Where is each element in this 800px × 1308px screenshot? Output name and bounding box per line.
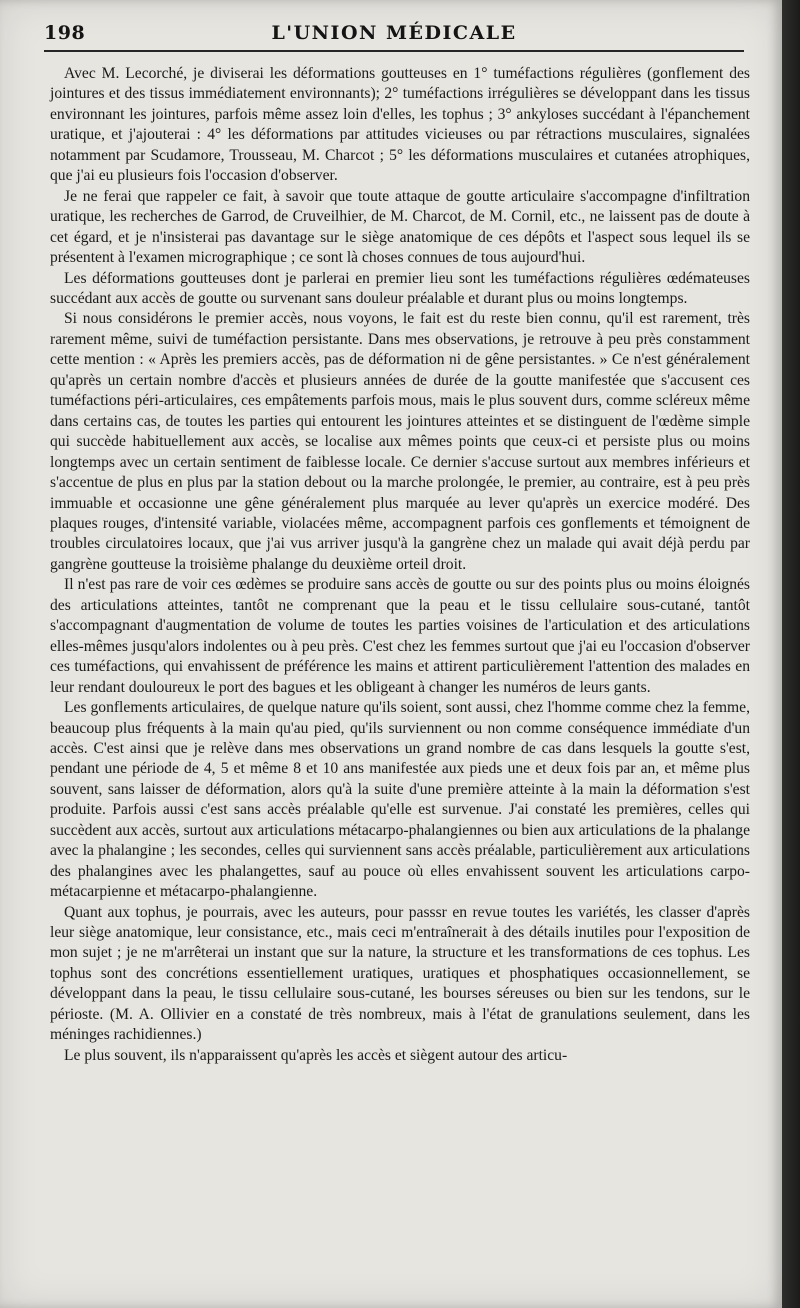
page-number: 198: [44, 22, 86, 44]
article-body: [50, 64, 750, 1066]
paragraph: Je ne ferai que rappeler ce fait, à savoir que toute attaque de goutte articulaire s'accompagne d'infiltration uratique, les recherches de Garrod, de Cruveilhier, de M. Charcot, de M. Cornil, etc., ne laissent pas de doute à cet égard, et je n'insisterai pas davantage sur le siège anatomique de ces dépôts et l'aspect sous lequel ils se présentent à l'examen micrographique ; ce sont là choses connues de tous aujourd'hui.: [50, 187, 750, 267]
running-title: L'UNION MÉDICALE: [271, 22, 517, 44]
page-header: [44, 20, 744, 50]
book-gutter-edge: [782, 0, 800, 1308]
paragraph: Les gonflements articulaires, de quelque nature qu'ils soient, sont aussi, chez l'homme comme chez la femme, beaucoup plus fréquents à la main qu'au pied, qu'ils surviennent ou non comme conséquence immédiate d'un accès. C'est ainsi que je relève dans mes observations un grand nombre de cas dans lesquels la goutte s'est, pendant une période de 4, 5 et même 8 et 10 ans manifestée aux pieds une et deux fois par an, et même plus souvent, sans laisser de déformation, alors qu'à la suite d'une première atteinte à la main la déformation s'est produite. Parfois aussi c'est sans accès préalable qu'elle est survenue. J'ai constaté les premières, celles qui succèdent aux accès, surtout aux articulations métacarpo-phalangiennes ou bien aux articulations de la phalange avec la phalangine ; les secondes, celles qui surviennent sans accès préalable, particulièrement aux articulations des phalangines avec les phalangettes, sauf au pouce où elles envahissent souvent les articulations carpo-métacarpienne et métacarpo-phalangienne.: [50, 699, 750, 901]
paragraph: Il n'est pas rare de voir ces œdèmes se produire sans accès de goutte ou sur des points plus ou moins éloignés des articulations atteintes, tantôt ne comprenant que la peau et le tissu cellulaire sous-cutané, tantôt s'accompagnant d'augmentation de volume de toutes les parties voisines de l'articulation et des articulations elles-mêmes jusqu'alors indolentes ou à peu près. C'est chez les femmes surtout que j'ai eu l'occasion d'observer ces tuméfactions, qui envahissent de préférence les mains et attirent particulièrement l'attention des malades en leur rendant douloureux le port des bagues et les obligeant à changer les numéros de leurs gants.: [50, 576, 750, 696]
paragraph: Avec M. Lecorché, je diviserai les déformations goutteuses en 1° tuméfactions régulières (gonflement des jointures et des tissus immédiatement environnants); 2° tuméfactions irrégulières se développant dans les tissus environnant les jointures, parfois même assez loin d'elles, les tophus ; 3° ankyloses succédant à l'épanchement uratique, et j'ajouterai : 4° les déformations par attitudes vicieuses ou par rétractions musculaires, signalées notamment par Scudamore, Trousseau, M. Charcot ; 5° les déformations musculaires et cutanées atrophiques, que j'ai eu plusieurs fois l'occasion d'observer.: [50, 65, 750, 185]
paragraph: Les déformations goutteuses dont je parlerai en premier lieu sont les tuméfactions régulières œdémateuses succédant aux accès de goutte ou survenant sans douleur préalable et durant plus ou moins longtemps.: [50, 269, 750, 307]
paragraph: Quant aux tophus, je pourrais, avec les auteurs, pour passsr en revue toutes les variétés, les classer d'après leur siège anatomique, leur consistance, etc., mais ceci m'entraînerait à des détails inutiles pour l'exposition de mon sujet ; je ne m'arrêterai un instant que sur la nature, la structure et les transformations de ces tophus. Les tophus sont des concrétions essentiellement uratiques, uratiques et phosphatiques occasionnellement, se développant dans la peau, le tissu cellulaire sous-cutané, les bourses séreuses ou bien sur les tendons, sur le périoste. (M. A. Ollivier en a constaté de très nombreux, mais à l'état de granulations seulement, dans les méninges rachidiennes.): [50, 903, 750, 1044]
header-rule: [44, 50, 744, 52]
paragraph: Le plus souvent, ils n'apparaissent qu'après les accès et siègent autour des articu-: [64, 1046, 568, 1064]
paragraph: Si nous considérons le premier accès, nous voyons, le fait est du reste bien connu, qu'il est rarement, très rarement même, suivi de tuméfaction persistante. Dans mes observations, je retrouve à peu près constamment cette mention : « Après les premiers accès, pas de déformation ni de gêne persistantes. » Ce n'est généralement qu'après un certain nombre d'accès et plusieurs années de durée de la goutte manifestée que s'accusent ces tuméfactions péri-articulaires, ces empâtements parfois mous, mais le plus souvent durs, comme scléreux même dans certains cas, de toutes les parties qui entourent les jointures atteintes et se distinguent de l'œdème simple qui succède habituellement aux accès, se localise aux mêmes points que ceux-ci et persiste plus ou moins longtemps avec un certain sentiment de faiblesse locale. Ce dernier s'accuse surtout aux membres inférieurs et s'accentue de plus en plus par la station debout ou la marche prolongée, le premier, au contraire, est à peu près immuable et occasionne une gêne généralement plus marquée au lever qu'après un exercice modéré. Des plaques rouges, d'intensité variable, violacées même, accompagnent parfois ces gonflements et témoignent de troubles circulatoires locaux, que j'ai vus arriver jusqu'à la gangrène chez un malade qui avait déjà perdu par gangrène goutteuse la troisième phalange du deuxième orteil droit.: [50, 310, 750, 573]
